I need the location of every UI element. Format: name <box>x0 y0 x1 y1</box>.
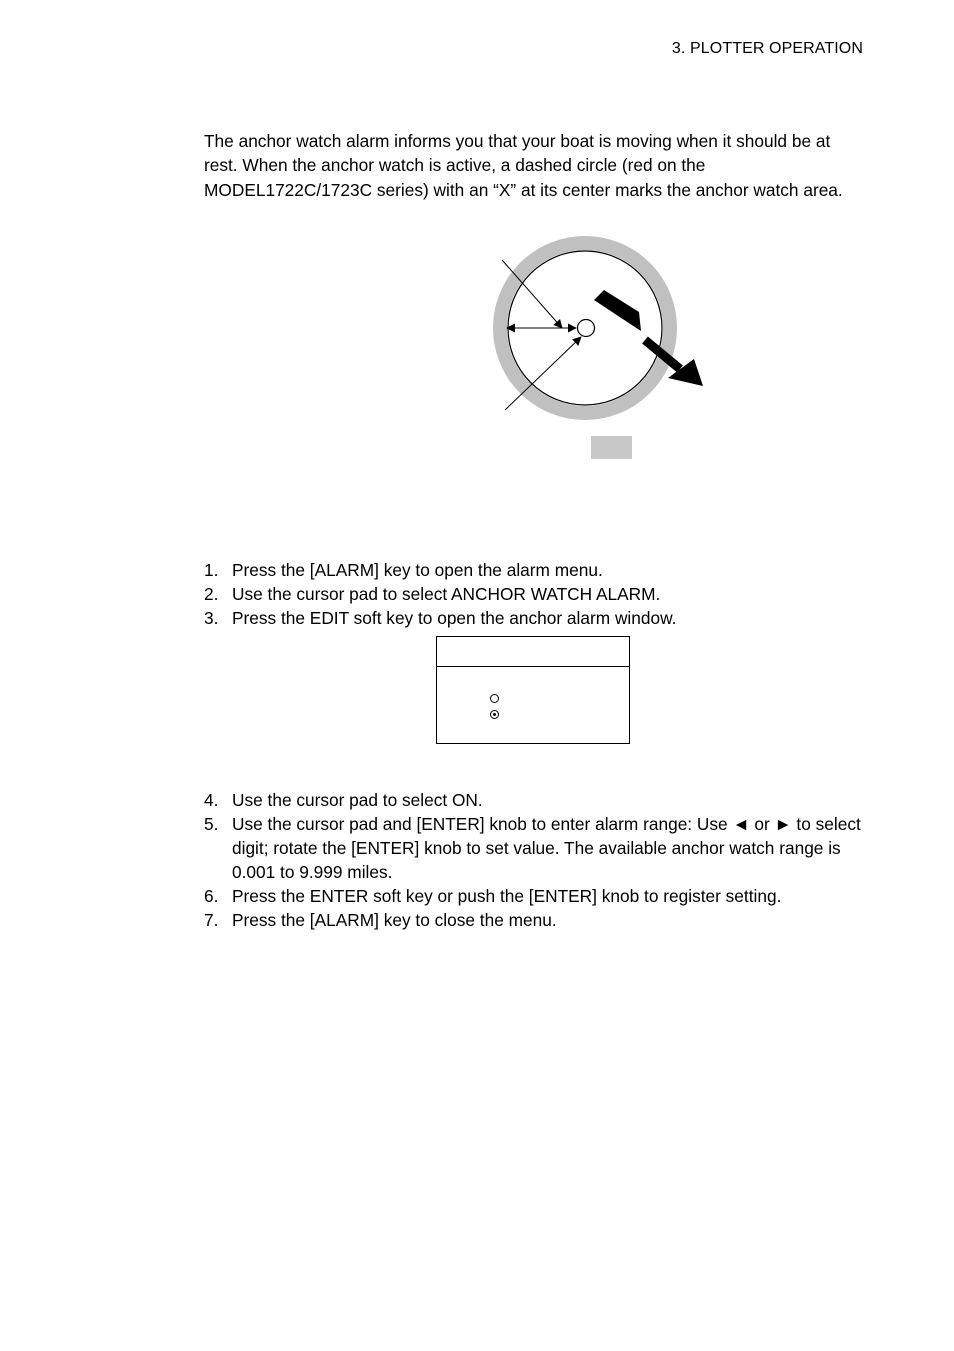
figure-label-box <box>591 436 632 459</box>
step-text: Use the cursor pad to select ON. <box>232 790 483 810</box>
list-item <box>204 606 864 630</box>
anchor-watch-figure <box>480 230 720 470</box>
step-text: Press the ENTER soft key or push the [ENTER] knob to register setting. <box>232 886 782 906</box>
step-number: 6. <box>204 886 219 906</box>
step-number: 2. <box>204 584 219 604</box>
step-text: Use the cursor pad to select ANCHOR WATCH ALARM. <box>232 584 661 604</box>
step-text: Use the cursor pad and [ENTER] knob to enter alarm range: Use ◄ or ► to select digit; rotate the [ENTER] knob to set value. The available anchor watch range is 0.001 to 9.999 miles. <box>232 814 861 882</box>
anchor-watch-diagram <box>480 230 720 465</box>
list-item <box>204 884 864 908</box>
step-text: Press the [ALARM] key to open the alarm menu. <box>232 560 603 580</box>
list-item <box>204 812 864 884</box>
boat-icon <box>594 290 641 331</box>
intro-paragraph: The anchor watch alarm informs you that your boat is moving when it should be at rest. When the anchor watch is active, a dashed circle (red on the MODEL1722C/1723C series) with an “X” at its center marks the anchor watch area. <box>204 131 843 200</box>
window-title-bar <box>437 637 629 667</box>
off-radio-button[interactable] <box>490 694 499 703</box>
step-number: 7. <box>204 910 219 930</box>
list-item <box>204 558 864 582</box>
list-item <box>204 582 864 606</box>
anchor-alarm-window <box>436 636 630 744</box>
step-text: Press the [ALARM] key to close the menu. <box>232 910 557 930</box>
page-header: 3. PLOTTER OPERATION <box>671 40 863 57</box>
procedure-steps-part2 <box>204 788 864 932</box>
step-number: 3. <box>204 608 219 628</box>
anchor-point-icon <box>578 320 595 337</box>
on-radio-button[interactable] <box>490 710 499 719</box>
list-item <box>204 788 864 812</box>
step-number: 5. <box>204 814 219 834</box>
step-text: Press the EDIT soft key to open the anchor alarm window. <box>232 608 677 628</box>
list-item <box>204 908 864 932</box>
step-number: 4. <box>204 790 219 810</box>
step-number: 1. <box>204 560 219 580</box>
procedure-steps-part1 <box>204 558 864 630</box>
